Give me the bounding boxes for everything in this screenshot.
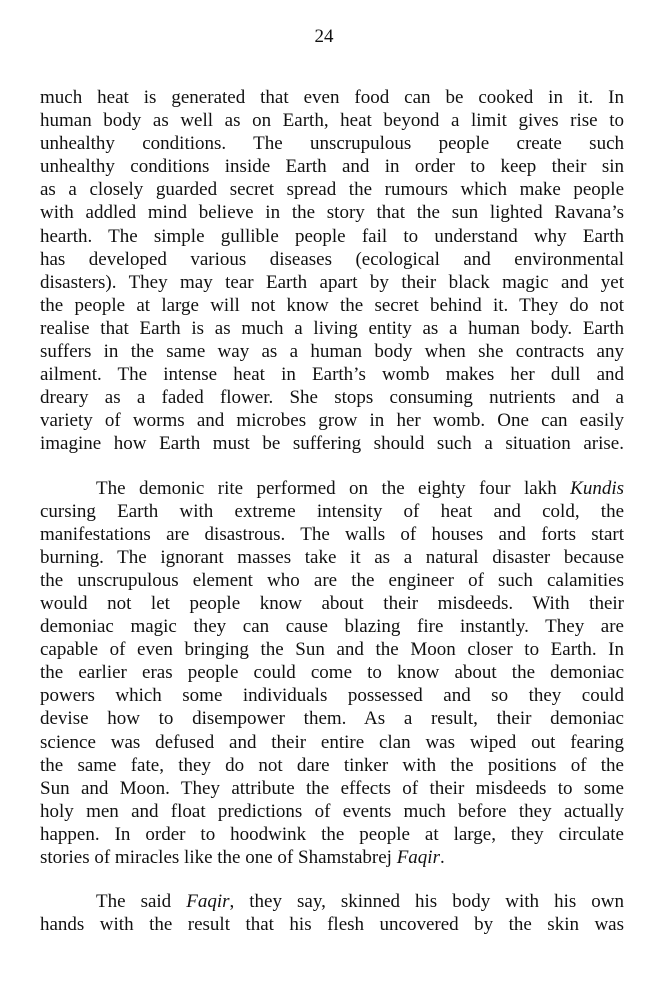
text-line xyxy=(40,477,624,500)
page-body xyxy=(40,86,624,936)
text-line: burning. The ignorant masses take it as a natural disaster because xyxy=(40,546,624,568)
text-line: hands with the result that his flesh uncovered by the skin was xyxy=(40,914,624,936)
paragraph-2 xyxy=(40,477,624,870)
paragraph-1 xyxy=(40,86,624,456)
text-line: the earlier eras people could come to know about the demoniac xyxy=(40,662,624,684)
text-line: the people at large will not know the secret behind it. They do not xyxy=(40,294,624,316)
text-span: stories of miracles like the one of Shamstabrej xyxy=(40,847,397,868)
text-line: capable of even bringing the Sun and the Moon closer to Earth. In xyxy=(40,639,624,661)
text-line: ailment. The intense heat in Earth’s womb makes her dull and xyxy=(40,364,624,386)
text-line: realise that Earth is as much a living entity as a human body. Earth xyxy=(40,317,624,339)
italic-term: Kundis xyxy=(570,477,624,499)
text-line: powers which some individuals possessed and so they could xyxy=(40,685,624,707)
paragraph-3 xyxy=(40,890,624,936)
text-line: Sun and Moon. They attribute the effects of their misdeeds to some xyxy=(40,777,624,799)
text-line xyxy=(40,890,624,913)
text-line: the same fate, they do not dare tinker with the positions of the xyxy=(40,754,624,776)
text-line: happen. In order to hoodwink the people at large, they circulate xyxy=(40,823,624,845)
text-line: much heat is generated that even food can be cooked in it. In xyxy=(40,87,624,108)
text-line: science was defused and their entire clan was wiped out fearing xyxy=(40,731,624,753)
text-line xyxy=(40,846,624,869)
text-line: devise how to disempower them. As a result, their demoniac xyxy=(40,708,624,730)
text-line: cursing Earth with extreme intensity of heat and cold, the xyxy=(40,500,624,522)
text-line: suffers in the same way as a human body when she contracts any xyxy=(40,341,624,363)
text-line: as a closely guarded secret spread the rumours which make people xyxy=(40,179,624,201)
text-line: demoniac magic they can cause blazing fire instantly. They are xyxy=(40,616,624,638)
text-line: human body as well as on Earth, heat beyond a limit gives rise to xyxy=(40,110,624,132)
text-line: the unscrupulous element who are the engineer of such calamities xyxy=(40,569,624,591)
text-span: The demonic rite performed on the eighty four lakh xyxy=(96,477,571,499)
page-number: 24 xyxy=(314,26,334,47)
text-line: holy men and float predictions of events much before they actually xyxy=(40,800,624,822)
text-line: variety of worms and microbes grow in her womb. One can easily xyxy=(40,410,624,432)
text-line: has developed various diseases (ecological and environmental xyxy=(40,248,624,270)
text-line: disasters). They may tear Earth apart by their black magic and yet xyxy=(40,271,624,293)
text-line: unhealthy conditions. The unscrupulous people create such xyxy=(40,133,624,155)
text-line: unhealthy conditions inside Earth and in order to keep their sin xyxy=(40,156,624,178)
text-line: would not let people know about their misdeeds. With their xyxy=(40,592,624,614)
text-span: , they say, skinned his body with his own xyxy=(229,891,624,913)
text-line: dreary as a faded flower. She stops consuming nutrients and a xyxy=(40,387,624,409)
italic-term: Faqir xyxy=(186,891,230,913)
text-line: hearth. The simple gullible people fail to understand why Earth xyxy=(40,225,624,247)
italic-term: Faqir xyxy=(396,847,440,868)
text-span: . xyxy=(439,847,445,868)
text-line: manifestations are disastrous. The walls of houses and forts start xyxy=(40,523,624,545)
text-span: The said xyxy=(96,891,187,913)
text-line: with addled mind believe in the story that the sun lighted Ravana’s xyxy=(40,202,624,224)
text-line: imagine how Earth must be suffering should such a situation arise. xyxy=(40,433,624,455)
